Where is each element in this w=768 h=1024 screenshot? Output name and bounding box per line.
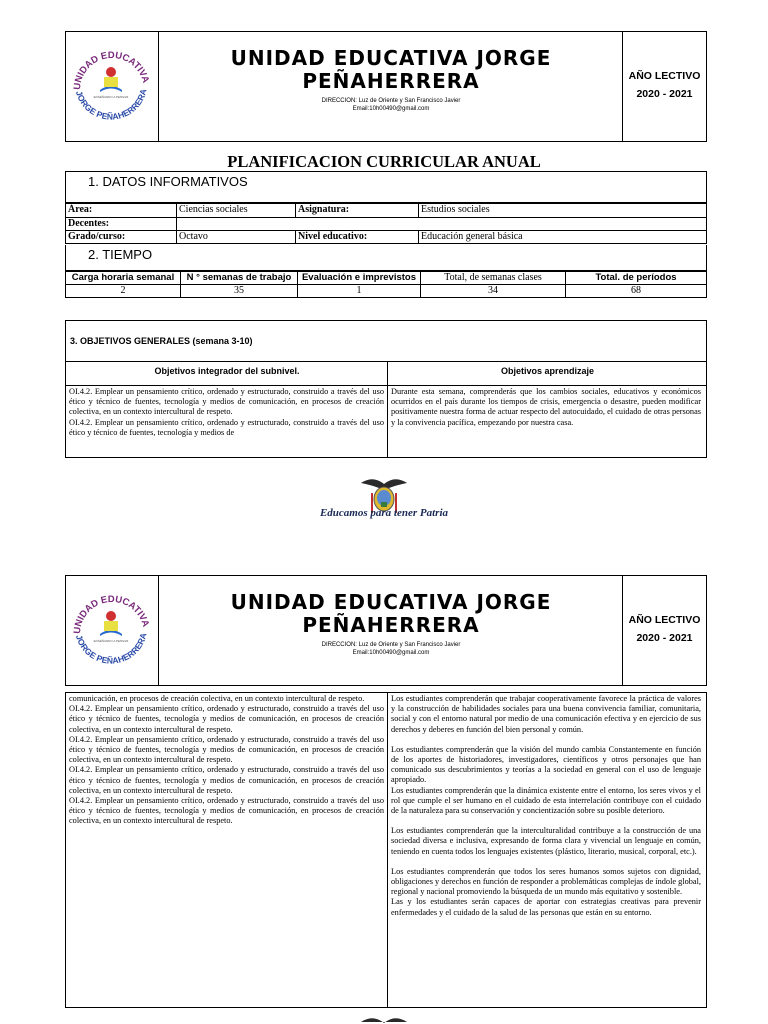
datos-informativos-header bbox=[65, 171, 707, 203]
nivel-value: Educación general básica bbox=[419, 231, 707, 244]
year-cell bbox=[622, 576, 706, 685]
school-address: DIRECCION: Luz de Oriente y San Francisco Javier bbox=[321, 642, 461, 648]
tiempo-value-cell: 68 bbox=[566, 285, 707, 298]
area-value: Ciencias sociales bbox=[177, 204, 296, 218]
column-divider bbox=[387, 693, 388, 1007]
year-cell bbox=[622, 32, 706, 141]
col2-header: Objetivos aprendizaje bbox=[500, 366, 595, 376]
grado-value: Octavo bbox=[177, 231, 296, 244]
area-label: Área: bbox=[66, 204, 177, 218]
column-divider bbox=[387, 362, 388, 385]
column-divider bbox=[387, 386, 388, 457]
tiempo-value-cell: 34 bbox=[421, 285, 566, 298]
logo-tagline: ENSEÑANDO A PENSAR bbox=[93, 639, 129, 643]
tiempo-header-cell: Total, de semanas clases bbox=[421, 272, 566, 285]
svg-text:JORGE PEÑAHERRERA bbox=[74, 88, 149, 122]
tiempo-header bbox=[65, 245, 707, 271]
school-name bbox=[186, 591, 596, 637]
school-name bbox=[186, 47, 596, 93]
tiempo-header-cell: N ° semanas de trabajo bbox=[181, 272, 298, 285]
aprendizaje-paragraph: Las y los estudiantes serán capaces de aportar con estrategias creativas para prevenir enfermedades y el cuidado de la salud de las personas que están en su entorno. bbox=[391, 897, 701, 917]
tiempo-table bbox=[65, 271, 707, 298]
school-email: Email:10h00490@gmail.com bbox=[352, 106, 430, 112]
logo-cell bbox=[66, 32, 159, 141]
school-name-line1: UNIDAD EDUCATIVA JORGE bbox=[230, 590, 552, 614]
section-2-title: 2. TIEMPO bbox=[88, 247, 153, 262]
year-value: 2020 - 2021 bbox=[636, 88, 693, 100]
objetivo-integrador-text bbox=[69, 387, 384, 456]
objetivos-header bbox=[65, 320, 707, 362]
tiempo-header-cell: Total. de períodos bbox=[566, 272, 707, 285]
objetivo-aprendizaje-paragraph: Durante esta semana, comprenderás que los cambios sociales, educativos y económicos ocurridos en el país durante los tiempos de crisis, emergencia o desastre, pueden modificar positivamente nuestra forma de actuar respecto del autocuidado, el cuidado de otras personas y la convivencia pacífica, empezando por nuestra casa. bbox=[391, 387, 701, 427]
year-value: 2020 - 2021 bbox=[636, 632, 693, 644]
school-header-page2 bbox=[65, 575, 707, 686]
integrador-paragraph: OI.4.2. Emplear un pensamiento crítico, ordenado y estructurado, construido a través del uso ético y técnico de fuentes, tecnología y medios de comunicación, en procesos de creación colectiva, en un contexto intercultural de respeto. bbox=[69, 796, 384, 826]
school-address: DIRECCION: Luz de Oriente y San Francisco Javier bbox=[321, 98, 461, 104]
ecuador-coat-of-arms-icon bbox=[359, 1014, 409, 1024]
logo-text-top: UNIDAD EDUCATIVA bbox=[71, 593, 152, 635]
document-title: PLANIFICACION CURRICULAR ANUAL bbox=[227, 152, 541, 171]
logo-text-bottom: JORGE PEÑAHERRERA bbox=[73, 87, 149, 122]
svg-text:JORGE PEÑAHERRERA bbox=[74, 632, 149, 666]
aprendizaje-paragraph: Los estudiantes comprenderán que trabajar cooperativamente favorece la práctica de valores y la construcción de habilidades sociales para una buena convivencia familiar, comunitaria, social y con el entorno natural por medio de una comunicación efectiva y en ejercicio de sus derechos y deberes en función del bien personal y común. bbox=[391, 694, 701, 734]
section-1-title: 1. DATOS INFORMATIVOS bbox=[88, 174, 248, 189]
school-name-line2: PEÑAHERRERA bbox=[302, 69, 480, 93]
objetivo-aprendizaje-text bbox=[391, 387, 701, 456]
school-name-line2: PEÑAHERRERA bbox=[302, 613, 480, 637]
tiempo-header-cell: Carga horaria semanal bbox=[66, 272, 181, 285]
school-email: Email:10h00490@gmail.com bbox=[352, 650, 430, 656]
tiempo-value-cell: 1 bbox=[298, 285, 421, 298]
logo-cell bbox=[66, 576, 159, 685]
aprendizaje-paragraph: Los estudiantes comprenderán que todos los seres humanos somos sujetos con dignidad, obligaciones y derechos en función de responder a problemáticas complejas de índole global, regional y nacional promoviendo la búsqueda de un mundo más equitativo y sostenible. bbox=[391, 866, 701, 897]
grado-label: Grado/curso: bbox=[66, 231, 177, 244]
nivel-label: Nivel educativo: bbox=[296, 231, 419, 244]
school-header bbox=[65, 31, 707, 142]
asignatura-value: Estudios sociales bbox=[419, 204, 707, 218]
objetivo-integrador-paragraph: OI.4.2. Emplear un pensamiento crítico, ordenado y estructurado, construido a través del uso ético y técnico de fuentes, tecnología y medios de comunicación, en procesos de creación colectiva, en un contexto intercultural de respeto. bbox=[69, 387, 384, 417]
aprendizaje-paragraph: Los estudiantes comprenderán que la visión del mundo cambia Constantemente en función de los aportes de historiadores, investigadores, científicos y otros personajes que han comunicado sus descubrimientos y teorías a la sociedad en general con el uso de lenguaje apropiado. bbox=[391, 744, 701, 785]
docentes-value bbox=[177, 218, 707, 231]
school-logo bbox=[66, 32, 156, 140]
school-name-line1: UNIDAD EDUCATIVA JORGE bbox=[230, 46, 552, 70]
docentes-label: Decentes: bbox=[66, 218, 177, 231]
integrador-paragraph: OI.4.2. Emplear un pensamiento crítico, ordenado y estructurado, construido a través del uso ético y técnico de fuentes, tecnología y medios de comunicación, en procesos de creación colectiva, en un contexto intercultural de respeto. bbox=[69, 704, 384, 734]
info-table bbox=[65, 203, 707, 244]
year-label: AÑO LECTIVO bbox=[628, 70, 701, 82]
tiempo-value-cell: 2 bbox=[66, 285, 181, 298]
asignatura-label: Asignatura: bbox=[296, 204, 419, 218]
objetivos-body bbox=[65, 386, 707, 458]
integrador-paragraph: comunicación, en procesos de creación colectiva, en un contexto intercultural de respeto. bbox=[69, 694, 365, 703]
objetivo-integrador-continued bbox=[69, 694, 384, 1004]
tiempo-header-cell: Evaluación e imprevistos bbox=[298, 272, 421, 285]
objetivo-integrador-paragraph: OI.4.2. Emplear un pensamiento crítico, ordenado y estructurado, construido a través del uso ético y técnico de fuentes, tecnología y medios de bbox=[69, 417, 384, 437]
school-logo bbox=[66, 576, 156, 684]
objetivo-aprendizaje-continued bbox=[391, 694, 701, 1006]
objetivos-columns-header bbox=[65, 362, 707, 386]
objetivos-continued bbox=[65, 692, 707, 1008]
logo-tagline: ENSEÑANDO A PENSAR bbox=[93, 95, 129, 99]
section-3-title: 3. OBJETIVOS GENERALES (semana 3-10) bbox=[70, 336, 253, 346]
motto: Educamos para tener Patria bbox=[319, 507, 449, 519]
col1-header: Objetivos integrador del subnivel. bbox=[154, 366, 300, 376]
logo-text-bottom: JORGE PEÑAHERRERA bbox=[73, 631, 149, 666]
year-label: AÑO LECTIVO bbox=[628, 614, 701, 626]
integrador-paragraph: OI.4.2. Emplear un pensamiento crítico, ordenado y estructurado, construido a través del uso ético y técnico de fuentes, tecnología y medios de comunicación, en procesos de creación colectiva, en un contexto intercultural de respeto. bbox=[69, 765, 384, 795]
integrador-paragraph: OI.4.2. Emplear un pensamiento crítico, ordenado y estructurado, construido a través del uso ético y técnico de fuentes, tecnología y medios de comunicación, en procesos de creación colectiva, en un contexto intercultural de respeto. bbox=[69, 734, 384, 765]
logo-text-top: UNIDAD EDUCATIVA bbox=[71, 49, 152, 91]
tiempo-value-cell: 35 bbox=[181, 285, 298, 298]
aprendizaje-paragraph: Los estudiantes comprenderán que la dinámica existente entre el entorno, los seres vivos y el rol que cumple el ser humano en el cuidado de esta interrelación contribuye con el cuidado de la naturaleza para su conservación y concientización sobre su posible deterioro. bbox=[391, 785, 701, 816]
aprendizaje-paragraph: Los estudiantes comprenderán que la interculturalidad contribuye a la construcción de una sociedad diversa e inclusiva, expresando de forma clara y vivencial un lenguaje en común, teniendo en cuenta todos los lenguajes existentes (plástico, literario, musical, corporal, etc.). bbox=[391, 826, 701, 856]
